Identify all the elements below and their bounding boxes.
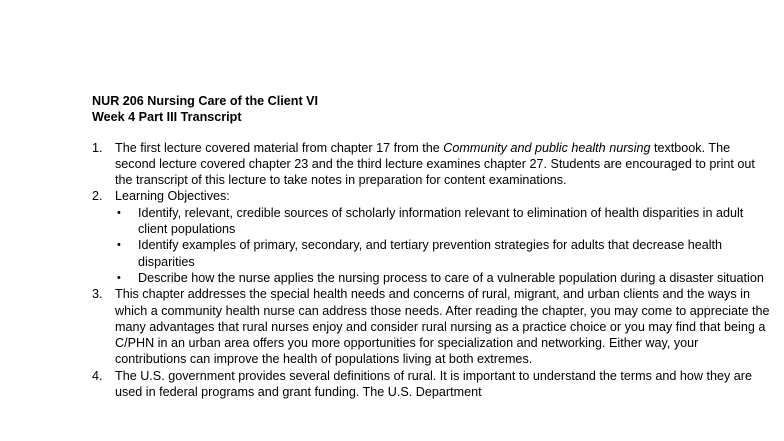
list-item-3 [92, 286, 772, 367]
item-text-part: The first lecture covered material from chapter 17 from the [115, 140, 444, 155]
bullet-icon: • [117, 206, 121, 219]
transcript-list [92, 140, 772, 401]
list-item-2 [92, 188, 772, 286]
item-text: The U.S. government provides several definitions of rural. It is important to understand the terms and how they are used in federal programs and grant funding. The U.S. Department [115, 368, 753, 400]
objective-text: Identify examples of primary, secondary, and tertiary prevention strategies for adults that decrease health disparities [138, 238, 723, 269]
learning-objectives-list [115, 205, 772, 286]
item-text-part: textbook. The second lecture covered chapter 23 and the third lecture examines chapter 27. Students are encouraged to print out the transcript of this lecture to take notes in preparation for content examinations. [115, 140, 755, 188]
list-item-1 [92, 140, 772, 189]
objective-text: Describe how the nurse applies the nursing process to care of a vulnerable population during a disaster situation [138, 270, 764, 285]
document-subtitle: Week 4 Part III Transcript [92, 110, 242, 125]
list-item [115, 270, 772, 286]
item-text: Learning Objectives: [115, 189, 230, 204]
list-item [115, 205, 772, 238]
bullet-icon: • [117, 271, 121, 284]
book-title: Community and public health nursing [443, 140, 651, 155]
course-title: NUR 206 Nursing Care of the Client VI [92, 94, 319, 108]
list-item [115, 237, 772, 270]
item-number: 3. [92, 287, 103, 302]
document-page [92, 93, 772, 400]
objective-text: Identify, relevant, credible sources of scholarly information relevant to elimination of health disparities in adult client populations [138, 205, 744, 237]
item-number: 4. [92, 368, 103, 383]
item-text: This chapter addresses the special health needs and concerns of rural, migrant, and urban clients and the ways in which a community health nurse can address those needs. After reading the chapter, you may come to appreciate the many advantages that rural nurses enjoy and consider rural nursing as a practice choice or you may find that being a C/PHN in an urban area offers you more opportunities for specialization and networking. Either way, your contributions can improve the health of populations living at both extremes. [115, 287, 770, 367]
list-item-4 [92, 368, 772, 401]
item-number: 2. [92, 189, 103, 204]
item-number: 1. [92, 140, 103, 155]
bullet-icon: • [117, 239, 121, 252]
